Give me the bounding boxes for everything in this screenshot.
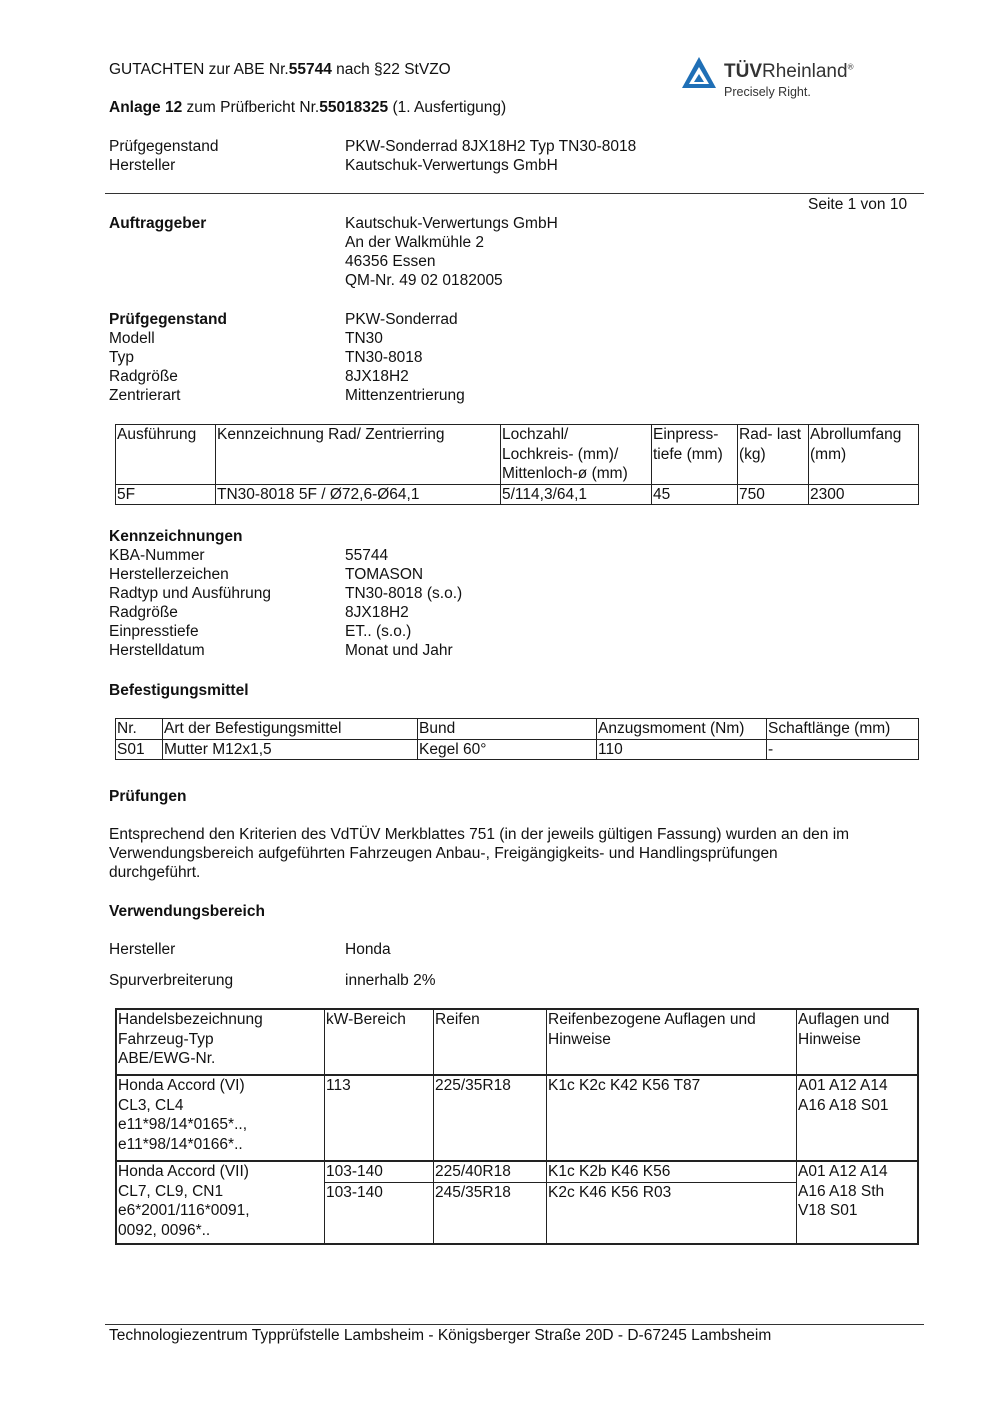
header-value-hersteller: Kautschuk-Verwertungs GmbH: [345, 157, 558, 174]
auftraggeber-line-2: An der Walkmühle 2: [345, 234, 484, 251]
table-row: [116, 739, 919, 760]
wheel-cell: 2300: [809, 484, 919, 505]
kz-value-5: Monat und Jahr: [345, 642, 453, 659]
wheel-th-1: Kennzeichnung Rad/ Zentrierring: [216, 425, 501, 485]
kz-label-1: Herstellerzeichen: [109, 566, 229, 583]
kz-label-3: Radgröße: [109, 604, 178, 621]
footer-text: Technologiezentrum Typprüfstelle Lambsheim - Königsberger Straße 20D - D-67245 Lambsheim: [109, 1327, 772, 1344]
table-row: [116, 719, 919, 740]
wheel-cell: 5F: [116, 484, 216, 505]
wheel-cell: TN30-8018 5F / Ø72,6-Ø64,1: [216, 484, 501, 505]
pruefungen-text-2: Verwendungsbereich aufgeführten Fahrzeugen Anbau-, Freigängigkeits- und Handlingsprüfungen: [109, 845, 778, 862]
kz-value-4: ET.. (s.o.): [345, 623, 412, 640]
auftraggeber-line-1: Kautschuk-Verwertungs GmbH: [345, 215, 558, 232]
pg-value-1: TN30: [345, 330, 383, 347]
wheel-cell: 750: [738, 484, 809, 505]
pg-label-1: Modell: [109, 330, 155, 347]
pg-label-0: Prüfgegenstand: [109, 311, 227, 328]
wheel-th-4: Rad- last (kg): [738, 425, 809, 485]
fastener-cell: Kegel 60°: [418, 739, 597, 760]
fastener-table: [115, 718, 919, 760]
tuv-triangle-icon: [680, 55, 718, 91]
wheel-th-5: Abrollumfang (mm): [809, 425, 919, 485]
header-label-hersteller: Hersteller: [109, 157, 176, 174]
fastener-th-4: Schaftlänge (mm): [767, 719, 919, 740]
pruefungen-text-3: durchgeführt.: [109, 864, 201, 881]
table-row: [116, 1161, 918, 1182]
vehicle-tyre-notes: K2c K46 K56 R03: [547, 1182, 797, 1244]
fastener-th-1: Art der Befestigungsmittel: [163, 719, 418, 740]
page-number: Seite 1 von 10: [808, 196, 908, 213]
anlage-line: Anlage 12 zum Prüfbericht Nr.55018325 (1. Ausfertigung): [109, 99, 507, 116]
spur-label: Spurverbreiterung: [109, 972, 234, 989]
fastener-th-0: Nr.: [116, 719, 163, 740]
wheel-th-2: Lochzahl/ Lochkreis- (mm)/ Mittenloch-ø (mm): [501, 425, 652, 485]
auftraggeber-line-3: 46356 Essen: [345, 253, 436, 270]
verwendung-title: Verwendungsbereich: [109, 903, 265, 920]
kennzeichnungen-title: Kennzeichnungen: [109, 528, 243, 545]
vehicle-tyre: 225/40R18: [434, 1161, 547, 1182]
kz-label-4: Einpresstiefe: [109, 623, 199, 640]
vehicle-notes: A01 A12 A14 A16 A18 S01: [797, 1075, 919, 1161]
veh-th-3: Reifenbezogene Auflagen und Hinweise: [547, 1009, 797, 1075]
pruefungen-text-1: Entsprechend den Kriterien des VdTÜV Merkblattes 751 (in der jeweils gültigen Fassung) wurden an den im: [109, 826, 850, 843]
wheel-cell: 45: [652, 484, 738, 505]
pg-label-4: Zentrierart: [109, 387, 181, 404]
tuv-logo: [680, 55, 880, 105]
pg-label-2: Typ: [109, 349, 134, 366]
kz-label-5: Herstelldatum: [109, 642, 205, 659]
pg-value-0: PKW-Sonderrad: [345, 311, 458, 328]
fastener-cell: -: [767, 739, 919, 760]
table-row: [116, 1009, 918, 1075]
vehicle-name: Honda Accord (VI) CL3, CL4 e11*98/14*0165*.., e11*98/14*0166*..: [116, 1075, 325, 1161]
vehicle-kw: 113: [325, 1075, 434, 1161]
header-divider: [105, 193, 924, 194]
vehicle-table: [115, 1008, 919, 1245]
veh-th-0: Handelsbezeichnung Fahrzeug-Typ ABE/EWG-Nr.: [116, 1009, 325, 1075]
veh-th-1: kW-Bereich: [325, 1009, 434, 1075]
vehicle-tyre-notes: K1c K2b K46 K56: [547, 1161, 797, 1182]
fastener-th-3: Anzugsmoment (Nm): [597, 719, 767, 740]
header-label-pruefgegenstand: Prüfgegenstand: [109, 138, 219, 155]
pg-value-3: 8JX18H2: [345, 368, 409, 385]
report-title: GUTACHTEN zur ABE Nr.55744 nach §22 StVZO: [109, 61, 451, 78]
fastener-th-2: Bund: [418, 719, 597, 740]
table-row: [116, 425, 919, 485]
verwendung-hersteller-value: Honda: [345, 941, 391, 958]
fastener-cell: Mutter M12x1,5: [163, 739, 418, 760]
fastener-cell: 110: [597, 739, 767, 760]
table-row: [116, 484, 919, 505]
kz-value-1: TOMASON: [345, 566, 424, 583]
kz-label-0: KBA-Nummer: [109, 547, 205, 564]
logo-brand: TÜVRheinland®: [724, 61, 854, 82]
verwendung-hersteller-label: Hersteller: [109, 941, 176, 958]
veh-th-4: Auflagen und Hinweise: [797, 1009, 919, 1075]
kz-value-0: 55744: [345, 547, 389, 564]
befestigung-title: Befestigungsmittel: [109, 682, 249, 699]
vehicle-tyre: 225/35R18: [434, 1075, 547, 1161]
auftraggeber-label: Auftraggeber: [109, 215, 207, 232]
pg-label-3: Radgröße: [109, 368, 178, 385]
spur-value: innerhalb 2%: [345, 972, 436, 989]
logo-tagline: Precisely Right.: [724, 85, 811, 99]
pruefungen-title: Prüfungen: [109, 788, 187, 805]
pg-value-2: TN30-8018: [345, 349, 423, 366]
vehicle-kw: 103-140: [325, 1182, 434, 1244]
veh-th-2: Reifen: [434, 1009, 547, 1075]
vehicle-notes: A01 A12 A14 A16 A18 Sth V18 S01: [797, 1161, 919, 1244]
fastener-cell: S01: [116, 739, 163, 760]
wheel-th-0: Ausführung: [116, 425, 216, 485]
kz-value-3: 8JX18H2: [345, 604, 409, 621]
wheel-table: [115, 424, 919, 505]
vehicle-kw: 103-140: [325, 1161, 434, 1182]
header-value-pruefgegenstand: PKW-Sonderrad 8JX18H2 Typ TN30-8018: [345, 138, 637, 155]
footer-divider: [105, 1324, 924, 1325]
pg-value-4: Mittenzentrierung: [345, 387, 465, 404]
kz-value-2: TN30-8018 (s.o.): [345, 585, 463, 602]
wheel-cell: 5/114,3/64,1: [501, 484, 652, 505]
wheel-th-3: Einpress- tiefe (mm): [652, 425, 738, 485]
vehicle-name: Honda Accord (VII) CL7, CL9, CN1 e6*2001/116*0091, 0092, 0096*..: [116, 1161, 325, 1244]
vehicle-tyre: 245/35R18: [434, 1182, 547, 1244]
auftraggeber-line-4: QM-Nr. 49 02 0182005: [345, 272, 503, 289]
table-row: [116, 1075, 918, 1161]
vehicle-tyre-notes: K1c K2c K42 K56 T87: [547, 1075, 797, 1161]
kz-label-2: Radtyp und Ausführung: [109, 585, 272, 602]
